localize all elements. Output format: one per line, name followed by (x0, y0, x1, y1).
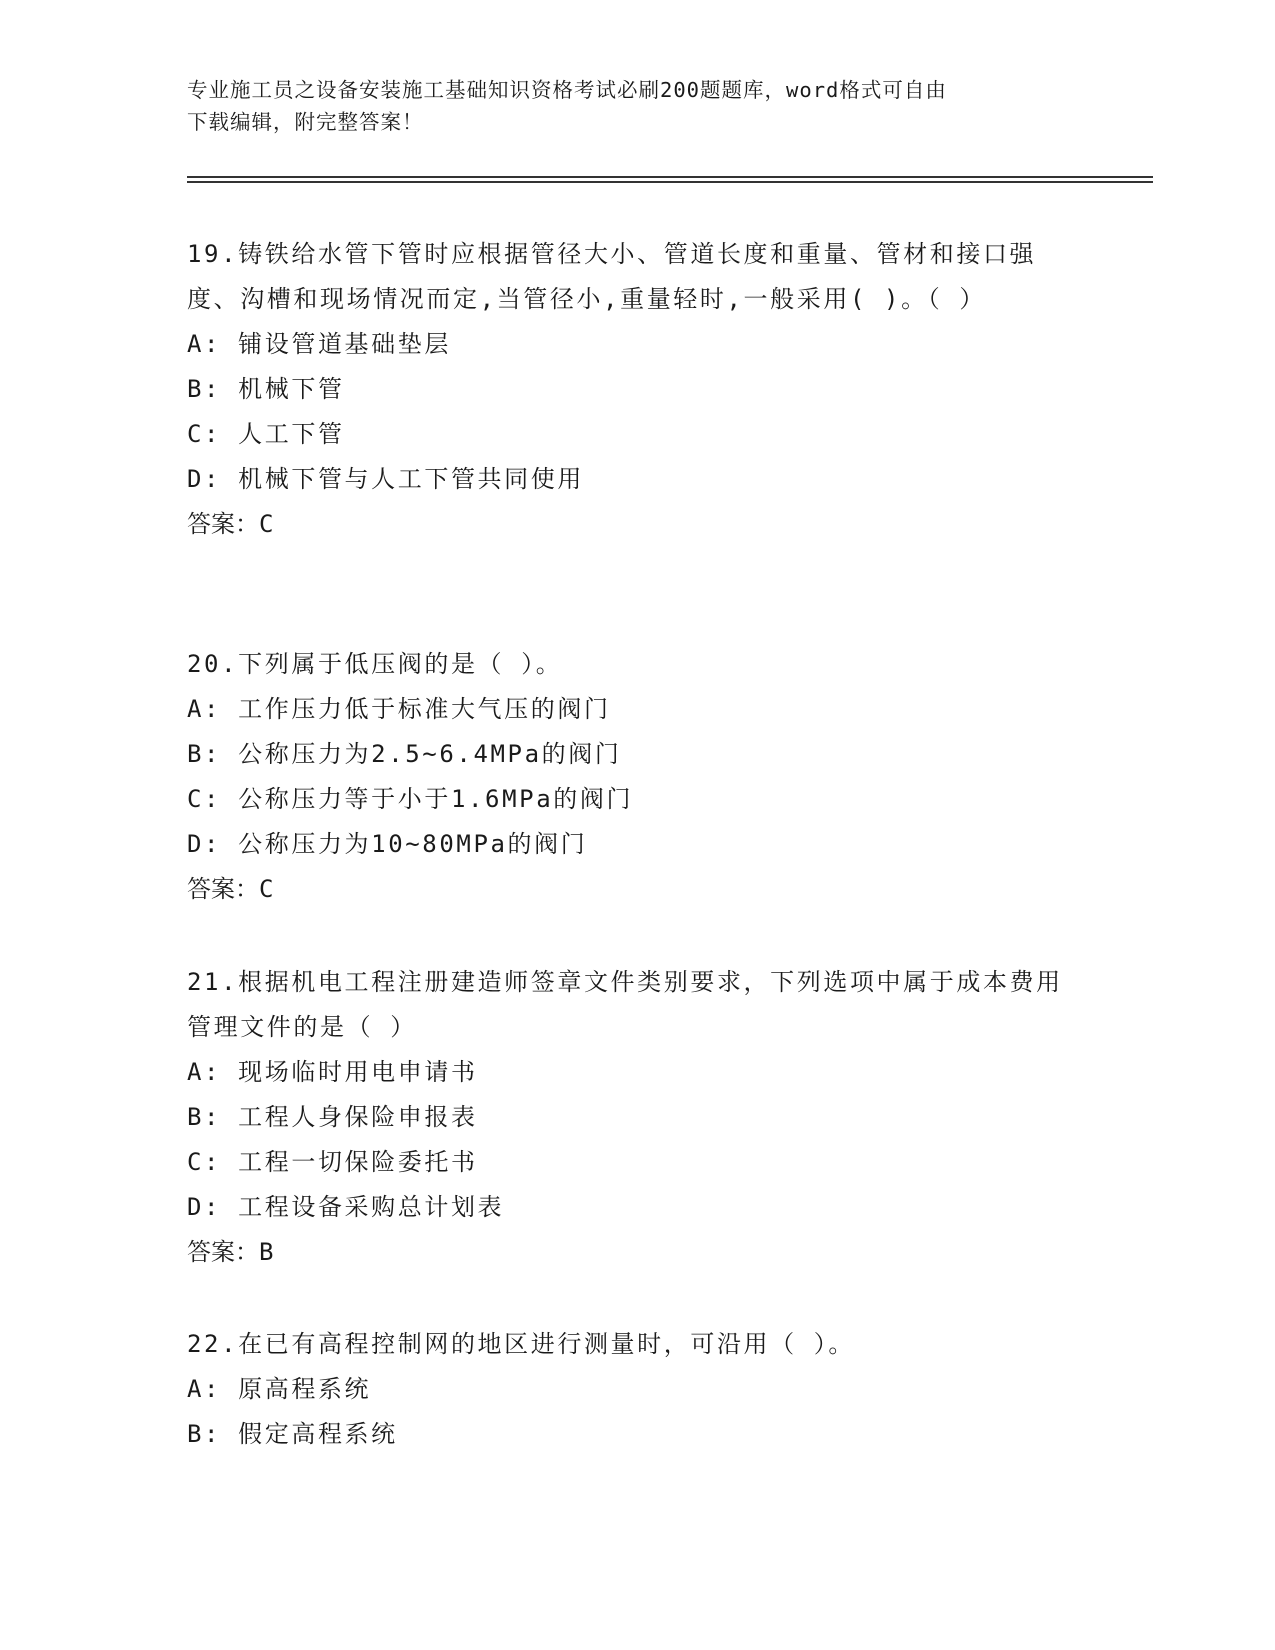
header-divider-bottom (187, 181, 1153, 183)
answer-label: 答案： (187, 510, 259, 538)
option-a: A: 工作压力低于标准大气压的阀门 (187, 695, 611, 723)
question-19 (187, 232, 1087, 547)
option-a: A: 原高程系统 (187, 1375, 372, 1403)
option-b: B: 机械下管 (187, 375, 345, 403)
option-d: D: 工程设备采购总计划表 (187, 1193, 505, 1221)
option-b: B: 假定高程系统 (187, 1420, 398, 1448)
question-text: 22.在已有高程控制网的地区进行测量时，可沿用（ ）。 (187, 1330, 855, 1358)
answer-value: C (259, 510, 274, 538)
option-b: B: 工程人身保险申报表 (187, 1103, 478, 1131)
option-c: C: 人工下管 (187, 420, 345, 448)
header-divider-top (187, 176, 1153, 178)
question-text: 20.下列属于低压阀的是（ ）。 (187, 650, 563, 678)
option-a: A: 现场临时用电申请书 (187, 1058, 478, 1086)
option-a: A: 铺设管道基础垫层 (187, 330, 451, 358)
option-c: C: 工程一切保险委托书 (187, 1148, 478, 1176)
answer-value: C (259, 875, 274, 903)
question-text: 21.根据机电工程注册建造师签章文件类别要求，下列选项中属于成本费用管理文件的是（ ） (187, 968, 1063, 1041)
option-d: D: 机械下管与人工下管共同使用 (187, 465, 584, 493)
answer-label: 答案： (187, 875, 259, 903)
question-21 (187, 960, 1087, 1275)
question-text: 19.铸铁给水管下管时应根据管径大小、管道长度和重量、管材和接口强度、沟槽和现场情况而定,当管径小,重量轻时,一般采用( )。（ ） (187, 240, 1037, 313)
header-line-2: 下载编辑，附完整答案！ (187, 110, 424, 134)
question-20 (187, 642, 1087, 912)
answer-value: B (259, 1238, 274, 1266)
answer-line (187, 867, 1087, 912)
answer-line (187, 1230, 1087, 1275)
answer-line (187, 502, 1087, 547)
option-c: C: 公称压力等于小于1.6MPa的阀门 (187, 785, 634, 813)
option-b: B: 公称压力为2.5~6.4MPa的阀门 (187, 740, 622, 768)
document-header (187, 74, 1087, 138)
answer-label: 答案： (187, 1238, 259, 1266)
option-d: D: 公称压力为10~80MPa的阀门 (187, 830, 588, 858)
header-line-1: 专业施工员之设备安装施工基础知识资格考试必刷200题题库，word格式可自由 (187, 78, 947, 102)
question-22 (187, 1322, 1087, 1457)
